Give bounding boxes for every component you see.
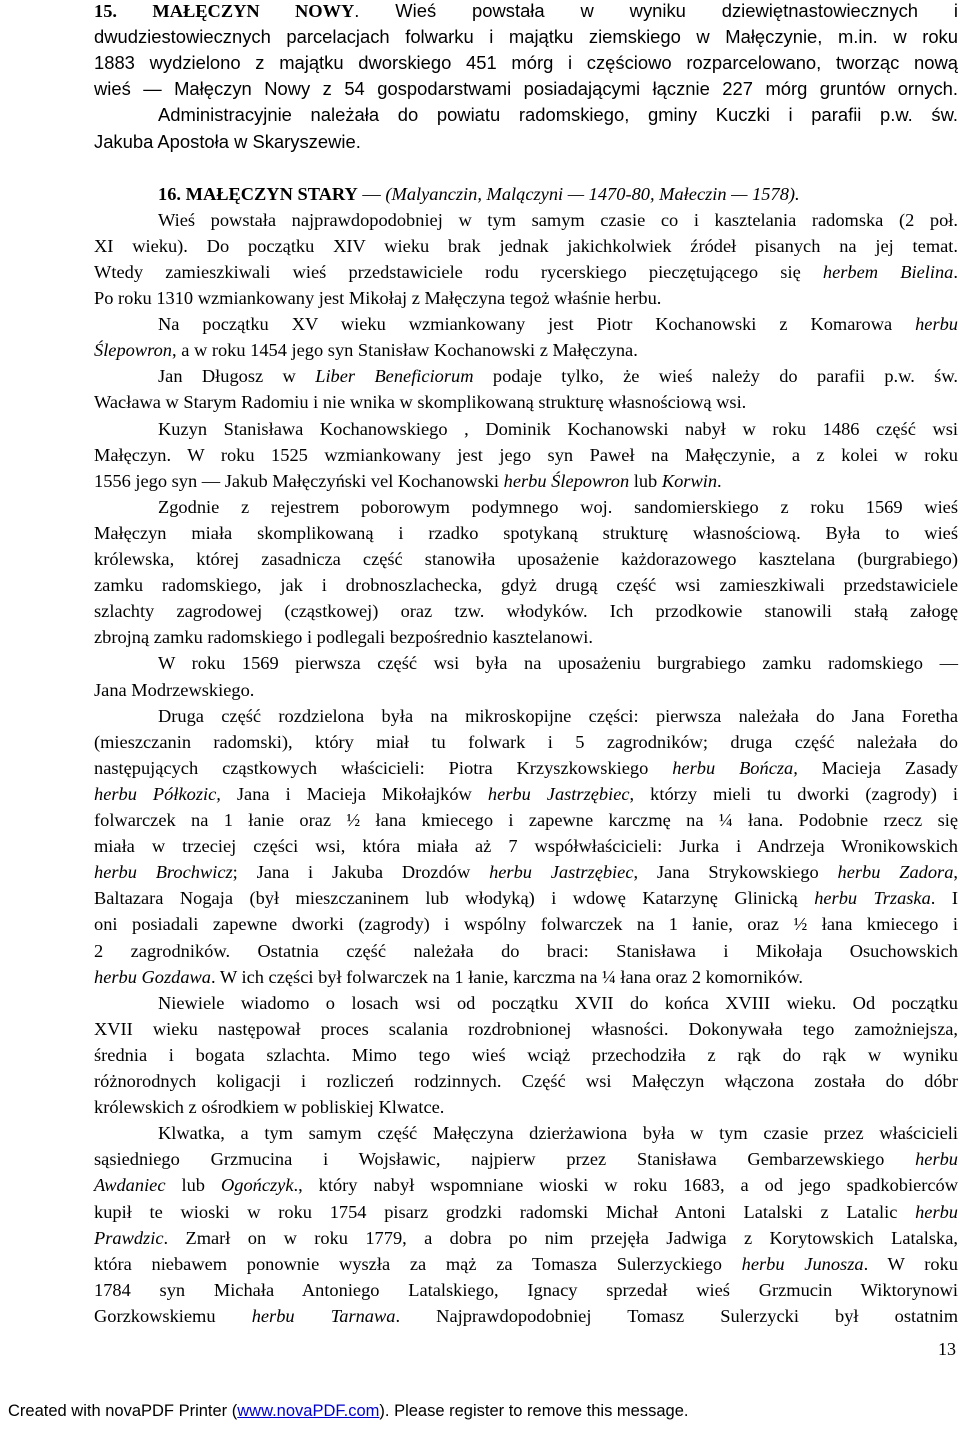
italic-text: herbu	[915, 1201, 958, 1222]
italic-text: Korwin	[661, 470, 718, 491]
text-segment: , Jana Strykowskiego	[633, 862, 838, 883]
italic-text: Liber Beneficiorum	[315, 366, 474, 387]
text-segment: Jana i Macieja Mikołajków	[220, 783, 488, 804]
text-line	[94, 129, 958, 155]
text-line	[94, 1042, 958, 1068]
text-segment: .	[953, 261, 958, 282]
italic-text: (Malyanczin, Malączyni — 1470-80, Małeczin — 1578).	[385, 183, 800, 204]
text-segment: średnia i bogata szlachta. Mimo tego wieś wciąż przechodziła z rąk do rąk w wyniku	[94, 1044, 958, 1065]
text-segment: Niewiele wiadomo o losach wsi od początku XVII do końca XVIII wieku. Od początku	[158, 992, 958, 1013]
text-line	[94, 598, 958, 624]
text-line	[94, 337, 958, 363]
text-segment: ., który nabył wspomniane wioski w roku 1683, a od jego spadkobierców	[293, 1175, 958, 1196]
text-line	[94, 520, 958, 546]
text-line	[158, 494, 958, 520]
text-line	[94, 677, 958, 703]
text-line	[94, 1303, 958, 1329]
text-line	[158, 650, 958, 676]
text-segment: . Wieś powstała w wyniku dziewiętnastowiecznych i	[354, 0, 958, 21]
text-line	[94, 1251, 958, 1277]
text-segment: 1883 wydzielono z majątku dworskiego 451 mórg i częściowo rozparcelowano, tworząc nową	[94, 52, 958, 74]
printer-watermark-footer	[8, 1402, 688, 1421]
page-number: 13	[938, 1339, 956, 1359]
text-segment: Po roku 1310 wzmiankowany jest Mikołaj z Małęczyna tegoż właśnie herbu.	[94, 288, 662, 308]
text-line	[94, 285, 958, 311]
text-line	[158, 207, 958, 233]
italic-text: Prawdzic	[94, 1227, 164, 1248]
text-segment: sąsiedniego Grzmucina i Wojsławic, najpierw przez Stanisława Gembarzewskiego	[94, 1149, 916, 1170]
text-line	[94, 546, 958, 572]
text-line	[94, 833, 958, 859]
text-line	[158, 990, 958, 1016]
text-line	[94, 76, 958, 102]
italic-text: Awdaniec	[94, 1175, 166, 1196]
text-line	[94, 233, 958, 259]
text-segment: 2 zagrodników. Ostatnia część należała do braci: Stanisława i Mikołaja Osuchowskich	[94, 940, 958, 961]
italic-text: herbu Półkozic,	[94, 783, 221, 804]
italic-text: herbu Zadora	[837, 862, 954, 883]
italic-text: herbem Bielina	[822, 261, 954, 282]
novapdf-link[interactable]: www.novaPDF.com	[237, 1402, 380, 1420]
text-line	[94, 781, 958, 807]
text-line	[94, 1146, 958, 1172]
text-line	[158, 416, 958, 442]
italic-text: herbu Jastrzębiec	[487, 783, 630, 804]
footer-suffix: ). Please register to remove this message.	[379, 1402, 689, 1420]
text-segment: Wacława w Starym Radomiu i nie wnika w skomplikowaną strukturę własnościową wsi.	[94, 392, 747, 413]
text-segment: Macieja Zasady	[797, 757, 958, 778]
text-segment: miała w trzeciej części wsi, która miała aż 7 współwłaścicieli: Jurka i Andrzeja Wronikowskich	[94, 836, 958, 857]
text-segment: , a w roku 1454 jego syn Stanisław Kochanowski z Małęczyna.	[172, 340, 638, 361]
italic-text: Ślepowron	[94, 340, 172, 361]
italic-text: herbu Tarnawa	[251, 1305, 396, 1326]
text-line	[158, 181, 958, 207]
text-segment: podaje tylko, że wieś należy do parafii p.w. św.	[473, 366, 959, 387]
text-line	[94, 859, 958, 885]
text-segment: Jakuba Apostoła w Skaryszewie.	[94, 130, 361, 152]
italic-text: herbu Gozdawa	[94, 966, 211, 987]
text-line	[158, 703, 958, 729]
text-segment: folwarczek na 1 łanie oraz ½ łana kmiecego i zapewne karczmę na ¼ łana. Podobnie rzecz się	[94, 810, 958, 830]
text-segment: Zgodnie z rejestrem poborowym podymnego woj. sandomierskiego z roku 1569 wieś	[158, 496, 958, 517]
text-segment: Małęczyn. W roku 1525 wzmiankowany jest jego syn Paweł na Małęczynie, a z kolei w roku	[94, 444, 958, 465]
text-line	[94, 442, 958, 468]
text-segment: 1784 syn Michała Antoniego Latalskiego, Ignacy sprzedał wieś Grzmucin Wiktorynowi	[94, 1279, 958, 1300]
text-line	[94, 807, 958, 833]
text-segment: XVII wieku następował proces scalania rozdrobnionej własności. Dokonywała tego zamożniejsza,	[94, 1018, 958, 1039]
italic-text: herbu	[915, 314, 958, 335]
text-segment: . Najprawdopodobniej Tomasz Sulerzycki był ostatnim	[395, 1305, 959, 1326]
text-line	[94, 1068, 958, 1094]
text-segment: dwudziestowiecznych parcelacjach folwarku i majątku ziemskiego w Małęczynie, m.in. w roku	[94, 26, 958, 48]
text-line	[94, 624, 958, 650]
text-segment: szlachty zagrodowej (cząstkowej) oraz tzw. włodyków. Ich przodkowie stanowili stałą załogę	[94, 601, 958, 622]
text-segment: lub	[165, 1175, 221, 1196]
text-segment: Wtedy zamieszkiwali wieś przedstawiciele rodu rycerskiego pieczętującego się	[94, 261, 823, 282]
text-segment: lub	[629, 470, 662, 491]
text-segment: . W roku	[863, 1253, 958, 1274]
text-line	[94, 885, 958, 911]
text-line	[94, 1094, 958, 1120]
text-segment: królewska, której zasadnicza część stanowiła uposażenie każdorazowego kasztelana (burgrabiego)	[94, 549, 958, 569]
text-line	[94, 964, 958, 990]
text-segment: Jana Modrzewskiego.	[94, 679, 255, 700]
text-line	[94, 572, 958, 598]
text-segment: oni posiadali zapewne dworki (zagrody) i wspólny folwarczek na 1 łanie, oraz ½ łana kmiecego i	[94, 914, 958, 935]
text-line	[94, 259, 958, 285]
text-segment: Wieś powstała najprawdopodobniej w tym samym czasie co i kasztelania radomska (2 poł.	[158, 209, 958, 230]
text-segment: zbrojną zamku radomskiego i podlegali bezpośrednio kasztelanowi.	[94, 627, 593, 648]
text-line	[94, 1225, 958, 1251]
text-segment: królewskich z ośrodkiem w pobliskiej Klwatce.	[94, 1097, 445, 1118]
italic-text: herbu	[915, 1149, 958, 1170]
text-segment: Gorzkowskiemu	[94, 1305, 252, 1326]
text-segment: Administracyjnie należała do powiatu radomskiego, gminy Kuczki i parafii p.w. św.	[158, 104, 958, 126]
text-segment: Małęczyn miała skomplikowaną i rzadko spotykaną strukturę własnościową. Była to wieś	[94, 522, 958, 543]
text-segment: następujących cząstkowych właścicieli: Piotra Krzyszkowskiego	[94, 757, 673, 778]
italic-text: herbu Brochwicz	[94, 862, 233, 883]
text-line	[94, 468, 958, 494]
text-segment: XI wieku). Do początku XIV wieku brak jednak jakichkolwiek źródeł pisanych na jej temat.	[94, 235, 958, 256]
text-segment: Klwatka, a tym samym część Małęczyna dzierżawiona była w tym czasie przez właścicieli	[158, 1123, 958, 1144]
text-line	[158, 311, 958, 337]
text-segment: Jan Długosz w	[158, 366, 316, 387]
italic-text: herbu Trzaska	[814, 888, 931, 909]
text-segment: , którzy mieli tu dworki (zagrody) i	[629, 783, 959, 804]
text-line	[158, 102, 958, 128]
italic-text: Ogończyk	[220, 1175, 294, 1196]
text-line	[94, 1016, 958, 1042]
text-line	[94, 1277, 958, 1303]
text-line	[94, 1172, 958, 1198]
text-segment: kupił te wioski w roku 1754 pisarz grodzki radomski Michał Antoni Latalski z Latalic	[94, 1201, 916, 1222]
text-line	[158, 363, 958, 389]
text-segment: Druga część rozdzielona była na mikroskopijne części: pierwsza należała do Jana Foretha	[158, 705, 958, 726]
text-segment: zamku radomskiego, jak i drobnoszlachecka, gdyż drugą część wsi zamieszkiwali przedstawiciele	[94, 575, 958, 596]
italic-text: herbu Junosza	[741, 1253, 864, 1274]
bold-heading-text: 15. MAŁĘCZYN NOWY	[94, 1, 355, 21]
text-segment: która niebawem ponownie wyszła za mąż za Tomasza Sulerzyckiego	[94, 1253, 742, 1274]
text-line	[158, 1120, 958, 1146]
italic-text: herbu Ślepowron	[503, 470, 630, 491]
text-segment: ; Jana i Jakuba Drozdów	[232, 862, 490, 883]
text-line	[94, 50, 958, 76]
text-line	[94, 938, 958, 964]
text-segment: W roku 1569 pierwsza część wsi była na uposażeniu burgrabiego zamku radomskiego —	[158, 653, 958, 674]
text-segment: . I	[930, 888, 958, 909]
text-segment: Baltazara Nogaja (był mieszczaninem lub włodyką) i wdowę Katarzynę Glinicką	[94, 888, 815, 909]
text-line	[94, 911, 958, 937]
text-line	[94, 729, 958, 755]
text-segment: —	[357, 183, 386, 204]
text-line	[94, 24, 958, 50]
text-segment: . W ich części był folwarczek na 1 łanie, karczma na ¼ łana oraz 2 komorników.	[211, 966, 804, 987]
footer-prefix: Created with novaPDF Printer (	[8, 1402, 238, 1420]
italic-text: herbu Bończa,	[672, 757, 798, 778]
text-segment: 1556 jego syn — Jakub Małęczyński vel Kochanowski	[94, 470, 504, 491]
text-line	[94, 389, 958, 415]
italic-text: herbu Jastrzębiec	[489, 862, 634, 883]
text-line	[94, 0, 958, 24]
text-segment: . Zmarł on w roku 1779, a dobra po nim przejęła Jadwiga z Korytowskich Latalska,	[163, 1227, 958, 1248]
text-segment: różnorodnych koligacji i rozliczeń rodzinnych. Część wsi Małęczyn włączona została do dóbr	[94, 1071, 958, 1091]
text-line	[94, 755, 958, 781]
text-segment: Kuzyn Stanisława Kochanowskiego , Dominik Kochanowski nabył w roku 1486 część wsi	[158, 418, 958, 439]
text-segment: .	[717, 470, 722, 491]
text-segment: ,	[953, 862, 958, 883]
text-segment: wieś — Małęczyn Nowy z 54 gospodarstwami posiadającymi łącznie 227 mórg gruntów ornych.	[94, 78, 958, 100]
bold-heading-text: 16. MAŁĘCZYN STARY	[158, 183, 358, 204]
text-line	[94, 1199, 958, 1225]
text-segment: Na początku XV wieku wzmiankowany jest Piotr Kochanowski z Komarowa	[158, 314, 916, 335]
text-segment: (mieszczanin radomski), który miał tu folwark i 5 zagrodników; druga część należała do	[94, 731, 958, 752]
